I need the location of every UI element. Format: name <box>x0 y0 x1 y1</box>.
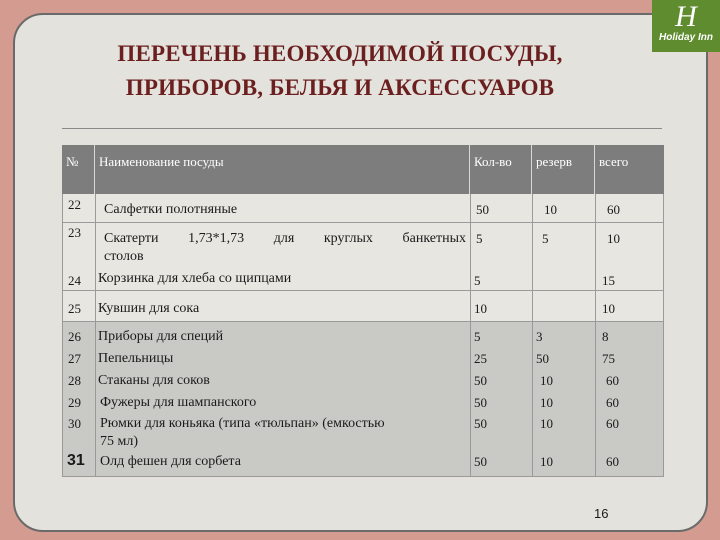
row-total: 75 <box>602 351 615 366</box>
row-name: Олд фешен для сорбета <box>100 454 241 469</box>
grid-line <box>62 321 664 322</box>
title-divider <box>62 128 662 129</box>
row-qty: 5 <box>476 231 483 246</box>
row-name: Фужеры для шампанского <box>100 395 257 410</box>
row-name-line-2: 75 мл) <box>100 434 139 449</box>
row-total: 60 <box>606 395 619 410</box>
header-name: Наименование посуды <box>95 145 470 194</box>
row-reserve: 10 <box>540 373 553 388</box>
table-header <box>62 145 664 194</box>
row-name: Кувшин для сока <box>98 301 200 316</box>
header-total: всего <box>599 154 629 169</box>
row-qty: 25 <box>474 351 487 366</box>
row-qty: 10 <box>474 301 487 316</box>
row-number: 25 <box>68 301 81 316</box>
row-name: Салфетки полотняные <box>104 202 238 217</box>
row-name: Стаканы для соков <box>98 373 210 388</box>
header-qty: Кол-во <box>470 145 532 194</box>
grid-line <box>470 194 471 477</box>
row-name-line-1: Скатерти 1,73*1,73 для круглых банкетных <box>104 231 466 246</box>
row-number: 31 <box>67 452 85 469</box>
row-number: 27 <box>68 351 81 366</box>
row-qty: 50 <box>474 454 487 469</box>
row-number: 22 <box>68 197 81 212</box>
grid-line <box>62 222 664 223</box>
title-line-2: ПРИБОРОВ, БЕЛЬЯ И АКСЕССУАРОВ <box>125 75 555 100</box>
row-number: 30 <box>68 416 81 431</box>
row-qty: 5 <box>474 273 481 288</box>
row-reserve: 50 <box>536 351 549 366</box>
row-number: 23 <box>68 225 81 240</box>
row-reserve: 10 <box>544 202 557 217</box>
row-name-line-2: столов <box>104 249 144 264</box>
grid-line <box>62 194 63 477</box>
row-reserve: 3 <box>536 329 543 344</box>
row-total: 8 <box>602 329 609 344</box>
grid-line <box>595 194 596 477</box>
row-number: 28 <box>68 373 81 388</box>
row-qty: 50 <box>476 202 489 217</box>
logo-mark: H <box>675 0 697 33</box>
row-total: 10 <box>607 231 620 246</box>
row-reserve: 5 <box>542 231 549 246</box>
row-total: 60 <box>606 454 619 469</box>
row-name: Корзинка для хлеба со щипцами <box>98 271 292 286</box>
row-total: 60 <box>606 416 619 431</box>
header-num: № <box>62 145 95 194</box>
row-qty: 50 <box>474 416 487 431</box>
logo-brand: Holiday Inn <box>659 32 713 43</box>
row-total: 60 <box>607 202 620 217</box>
row-total: 10 <box>602 301 615 316</box>
page-title <box>40 37 640 105</box>
grid-line <box>62 290 664 291</box>
header-reserve: резерв <box>532 145 595 194</box>
table-body <box>62 194 664 477</box>
row-name-line-1: Рюмки для коньяка (типа «тюльпан» (емкостью <box>100 416 385 431</box>
title-line-1: ПЕРЕЧЕНЬ НЕОБХОДИМОЙ ПОСУДЫ, <box>117 41 563 66</box>
row-qty: 50 <box>474 373 487 388</box>
grid-line <box>95 194 96 477</box>
grid-line <box>532 194 533 477</box>
row-reserve: 10 <box>540 395 553 410</box>
row-number: 29 <box>68 395 81 410</box>
row-name: Приборы для специй <box>98 329 224 344</box>
row-reserve: 10 <box>540 416 553 431</box>
row-number: 26 <box>68 329 81 344</box>
grid-line <box>663 194 664 477</box>
page-number: 16 <box>594 506 609 521</box>
grid-line <box>62 476 664 477</box>
row-reserve: 10 <box>540 454 553 469</box>
holiday-inn-logo <box>652 0 720 52</box>
row-name: Пепельницы <box>98 351 174 366</box>
row-number: 24 <box>68 273 81 288</box>
row-total: 15 <box>602 273 615 288</box>
row-qty: 5 <box>474 329 481 344</box>
row-qty: 50 <box>474 395 487 410</box>
row-total: 60 <box>606 373 619 388</box>
